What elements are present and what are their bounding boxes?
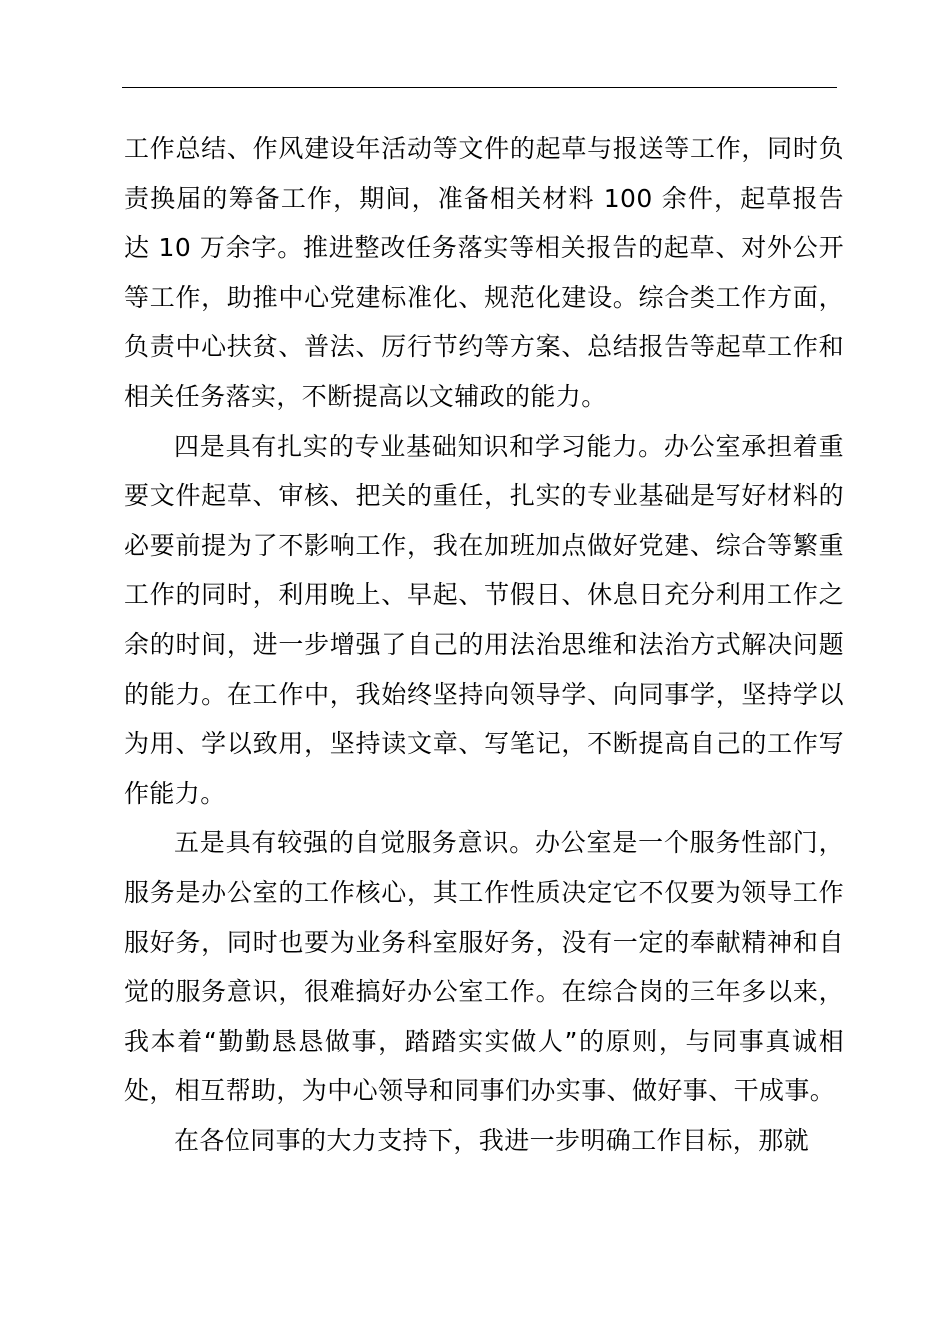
paragraph-work-goals: 在各位同事的大力支持下，我进一步明确工作目标，那就 xyxy=(174,1125,810,1155)
header-rule xyxy=(122,87,837,88)
paragraph-work-summary: 工作总结、作风建设年活动等文件的起草与报送等工作，同时负责换届的筹备工作，期间，准备相关材料 100 余件，起草报告达 10 万余字。推进整改任务落实等相关报告的起草、对外公开等工作，助推中心党建标准化、规范化建设。综合类工作方面，负责中心扶贫、普法、厉行节约等方案、总结报告等起草工作和相关任务落实，不断提高以文辅政的能力。 xyxy=(124,134,844,411)
paragraph-service-awareness: 五是具有较强的自觉服务意识。办公室是一个服务性部门，服务是办公室的工作核心，其工作性质决定它不仅要为领导工作服好务，同时也要为业务科室服好务，没有一定的奉献精神和自觉的服务意识，很难搞好办公室工作。在综合岗的三年多以来，我本着“勤勤恳恳做事，踏踏实实做人”的原则，与同事真诚相处，相互帮助，为中心领导和同事们办实事、做好事、干成事。 xyxy=(124,828,844,1106)
paragraph-professional-foundation: 四是具有扎实的专业基础知识和学习能力。办公室承担着重要文件起草、审核、把关的重任，扎实的专业基础是写好材料的必要前提为了不影响工作，我在加班加点做好党建、综合等繁重工作的同时，利用晚上、早起、节假日、休息日充分利用工作之余的时间，进一步增强了自己的用法治思维和法治方式解决问题的能力。在工作中，我始终坚持向领导学、向同事学，坚持学以为用、学以致用，坚持读文章、写笔记，不断提高自己的工作写作能力。 xyxy=(124,431,844,808)
document-body xyxy=(124,124,844,1165)
